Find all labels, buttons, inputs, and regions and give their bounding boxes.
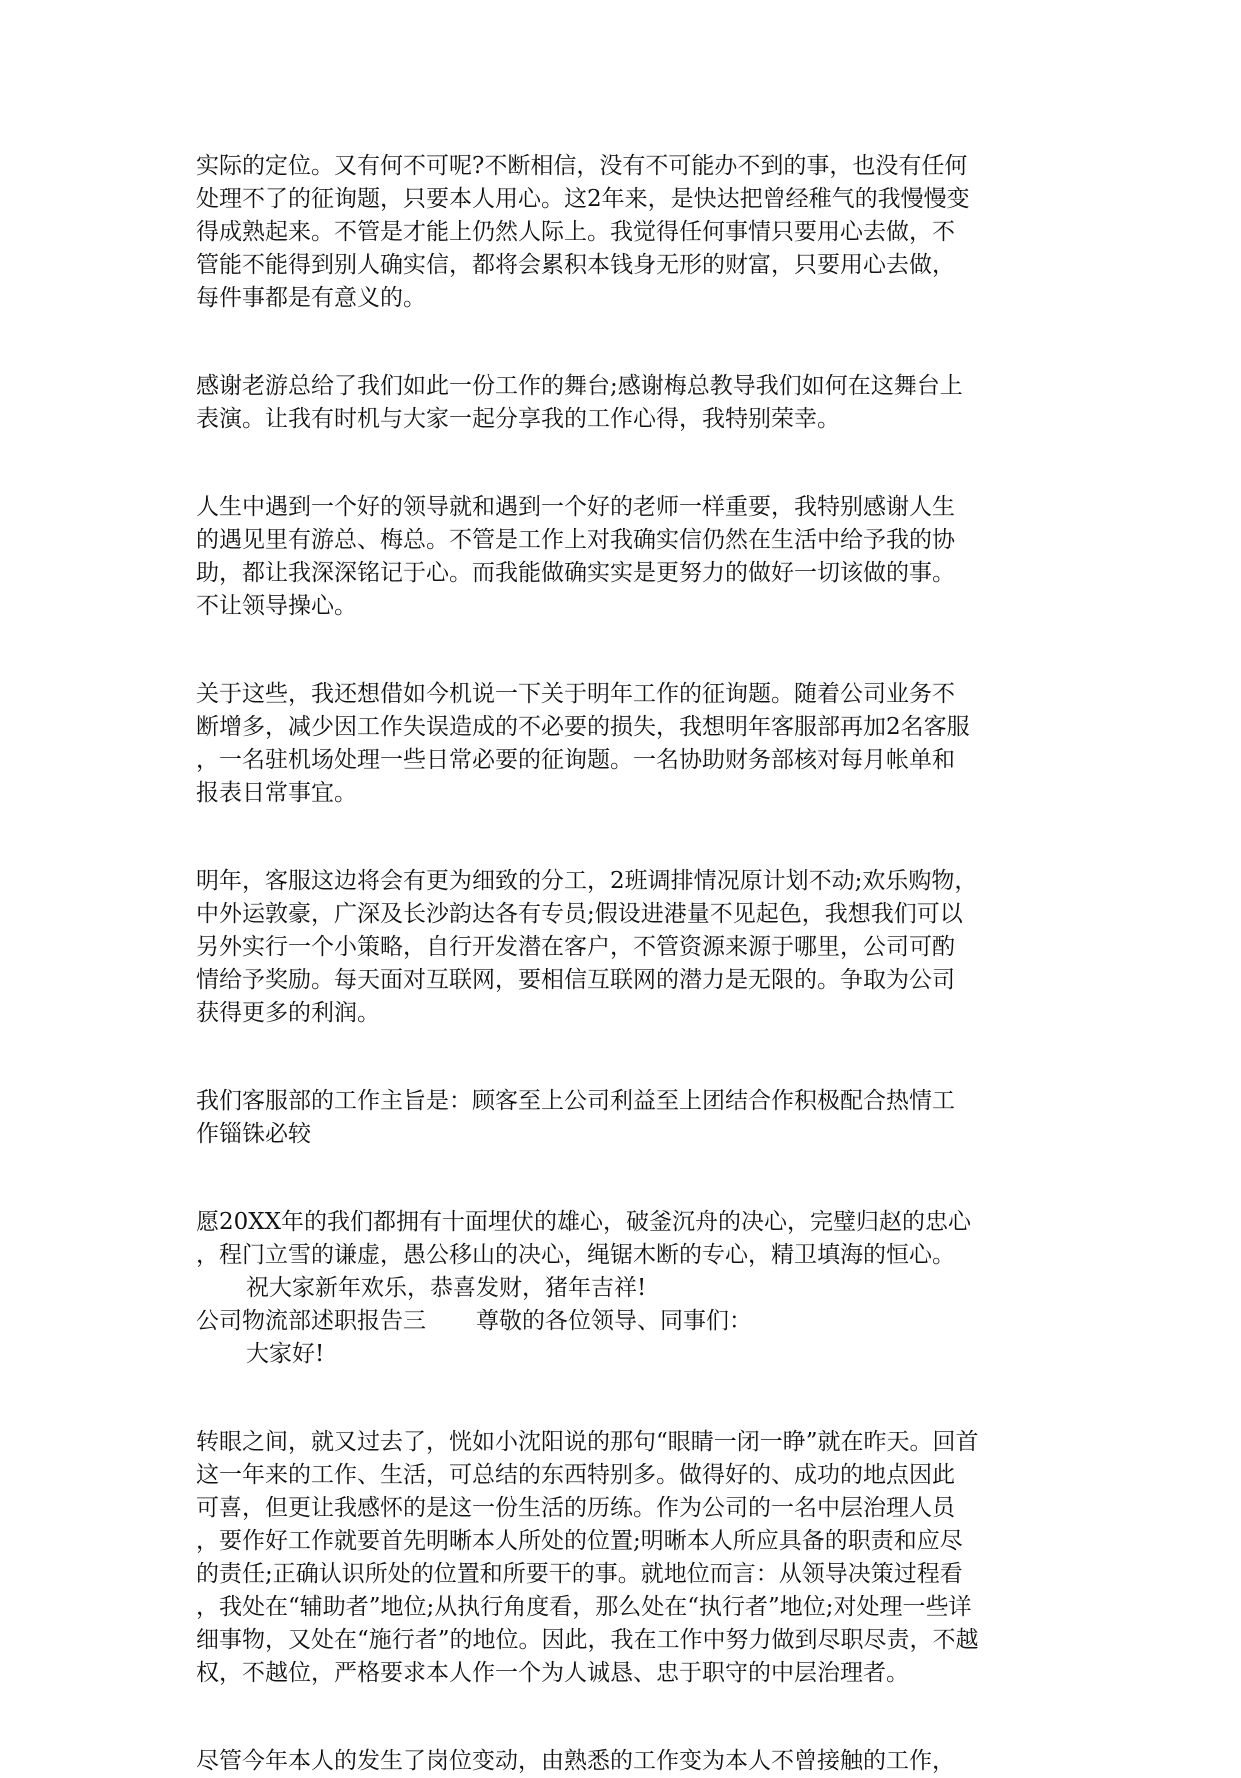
paragraph-line: 尽管今年本人的发生了岗位变动，由熟悉的工作变为本人不曾接触的工作， [196,1748,955,1774]
paragraph-line: 表演。让我有时机与大家一起分享我的工作心得，我特别荣幸。 [196,406,840,432]
paragraph-line: 得成熟起来。不管是才能上仍然人际上。我觉得任何事情只要用心去做，不 [196,219,955,245]
paragraph-line: 报表日常事宜。 [196,780,357,806]
paragraph-line: 我们客服部的工作主旨是：顾客至上公司利益至上团结合作积极配合热情工 [196,1088,955,1114]
paragraph-line: 转眼之间，就又过去了，恍如小沈阳说的那句“眼睛一闭一睁”就在昨天。回首 [196,1429,979,1455]
paragraph-line: 的责任;正确认识所处的位置和所要干的事。就地位而言：从领导决策过程看 [196,1561,963,1587]
paragraph-line: ，要作好工作就要首先明晰本人所处的位置;明晰本人所应具备的职责和应尽 [196,1528,963,1554]
salutation: 尊敬的各位领导、同事们： [476,1308,752,1334]
paragraph-line: 实际的定位。又有何不可呢?不断相信，没有不可能办不到的事，也没有任何 [196,153,968,179]
paragraph-spacer [196,623,1056,678]
paragraph-spacer [196,1371,1056,1426]
paragraph-line: 作锱铢必较 [196,1121,311,1147]
paragraph [196,865,1056,1030]
paragraph-line: 细事物，又处在“施行者”的地位。因此，我在工作中努力做到尽职尽责，不越 [196,1627,979,1653]
paragraph-line: 这一年来的工作、生活，可总结的东西特别多。做得好的、成功的地点因此 [196,1462,955,1488]
paragraph-spacer [196,810,1056,865]
paragraph [196,1426,1056,1690]
paragraph-line: 感谢老游总给了我们如此一份工作的舞台;感谢梅总教导我们如何在这舞台上 [196,373,963,399]
paragraph-line: 关于这些，我还想借如今机说一下关于明年工作的征询题。随着公司业务不 [196,681,955,707]
paragraph [196,678,1056,810]
paragraph-line: 助，都让我深深铭记于心。而我能做确实实是更努力的做好一切该做的事。 [196,560,955,586]
paragraph-line: 每件事都是有意义的。 [196,285,426,311]
paragraph-line: 愿20XX年的我们都拥有十面埋伏的雄心，破釜沉舟的决心，完璧归赵的忠心 [196,1209,972,1235]
paragraph-line: 断增多，减少因工作失误造成的不必要的损失，我想明年客服部再加2名客服 [196,714,970,740]
paragraph-line: 管能不能得到别人确实信，都将会累积本钱身无形的财富，只要用心去做， [196,252,955,278]
paragraph [196,1206,1056,1272]
paragraph [196,370,1056,436]
document-body [196,150,1056,1778]
report-heading-line [196,1305,1056,1338]
paragraph-spacer [196,436,1056,491]
paragraph-line: 明年，客服这边将会有更为细致的分工，2班调排情况原计划不动;欢乐购物， [196,868,978,894]
paragraph-line: 处理不了的征询题，只要本人用心。这2年来，是快达把曾经稚气的我慢慢变 [196,186,970,212]
paragraph-line: 另外实行一个小策略，自行开发潜在客户，不管资源来源于哪里，公司可酌 [196,934,955,960]
paragraph-spacer [196,1690,1056,1745]
paragraph [196,150,1056,315]
paragraph-spacer [196,1151,1056,1206]
paragraph-line: ，我处在“辅助者”地位;从执行角度看，那么处在“执行者”地位;对处理一些详 [196,1594,972,1620]
paragraph-line: 获得更多的利润。 [196,1000,380,1026]
paragraph-line: 的遇见里有游总、梅总。不管是工作上对我确实信仍然在生活中给予我的协 [196,527,955,553]
paragraph-line: ，程门立雪的谦虚，愚公移山的决心，绳锯木断的专心，精卫填海的恒心。 [196,1242,955,1268]
paragraph [196,491,1056,623]
indented-line: 祝大家新年欢乐，恭喜发财，猪年吉祥! [246,1275,647,1301]
paragraph [196,1745,1056,1778]
paragraph-spacer [196,315,1056,370]
paragraph-line: 人生中遇到一个好的领导就和遇到一个好的老师一样重要，我特别感谢人生 [196,494,955,520]
paragraph-line: 可喜，但更让我感怀的是这一份生活的历练。作为公司的一名中层治理人员 [196,1495,955,1521]
paragraph-line: 中外运敦豪，广深及长沙韵达各有专员;假设进港量不见起色，我想我们可以 [196,901,963,927]
paragraph [196,1085,1056,1151]
paragraph-line: ，一名驻机场处理一些日常必要的征询题。一名协助财务部核对每月帐单和 [196,747,955,773]
indented-line: 大家好! [246,1341,325,1367]
paragraph-spacer [196,1030,1056,1085]
report-title: 公司物流部述职报告三 [196,1308,426,1334]
paragraph-line: 不让领导操心。 [196,593,357,619]
paragraph-line: 情给予奖励。每天面对互联网，要相信互联网的潜力是无限的。争取为公司 [196,967,955,993]
paragraph-line: 权，不越位，严格要求本人作一个为人诚恳、忠于职守的中层治理者。 [196,1660,909,1686]
